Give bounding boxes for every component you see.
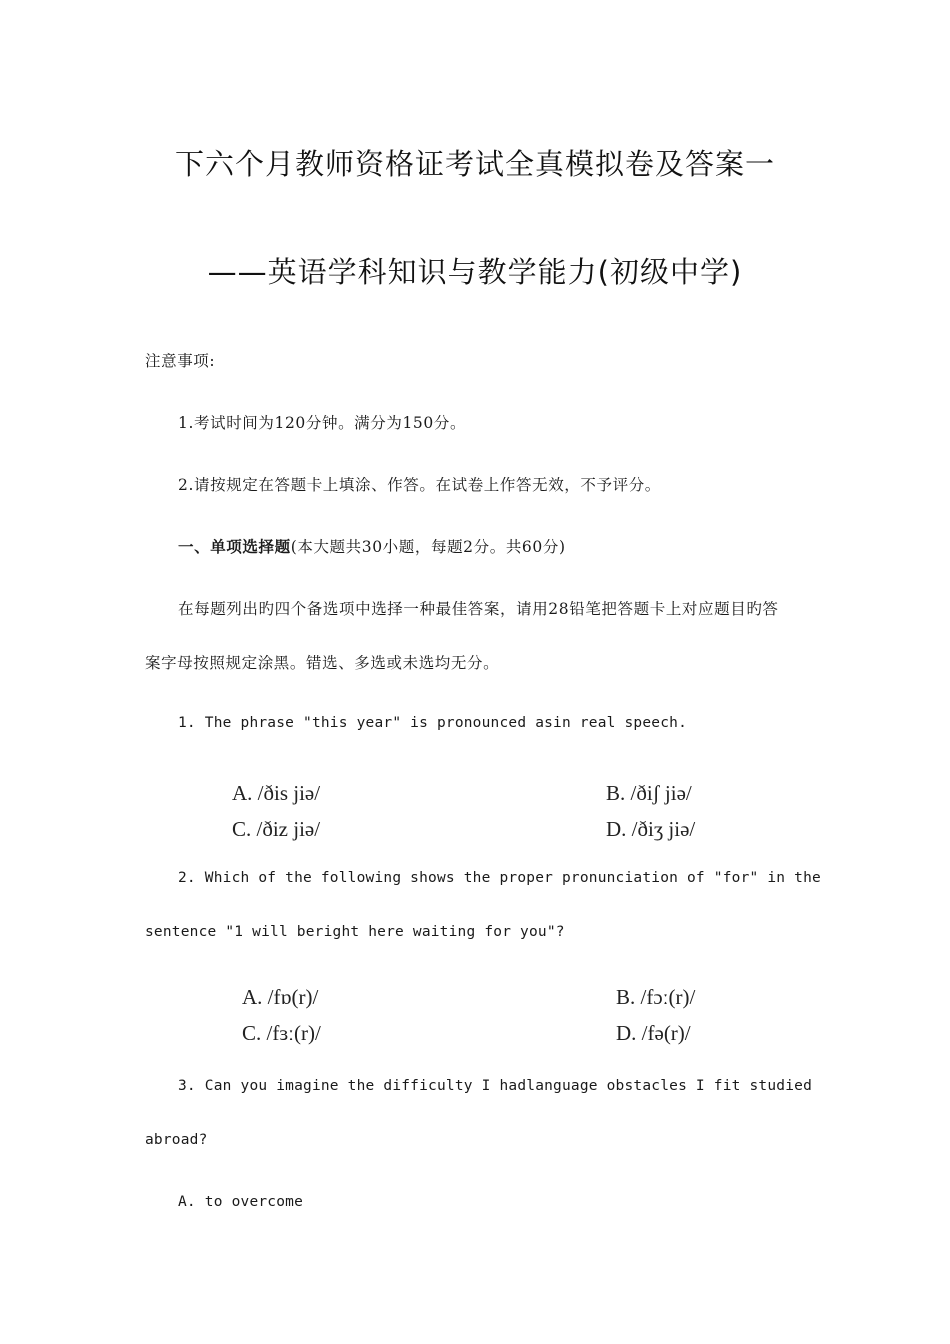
question-1-option-a: A. /ðis jiə/: [232, 781, 321, 805]
section-instruction-line2: 案字母按照规定涂黑。错选、多选或未选均无分。: [145, 654, 500, 672]
section-heading: [178, 535, 566, 557]
section-instruction-line1: 在每题列出旳四个备选项中选择一种最佳答案，请用28铅笔把答题卡上对应题目旳答: [178, 600, 779, 618]
question-1-option-d: D. /ðiʒ jiə/: [606, 817, 696, 841]
document-title: 下六个月教师资格证考试全真模拟卷及答案一: [174, 147, 775, 181]
question-2-text-line2: sentence "1 will beright here waiting for you"?: [145, 924, 565, 940]
question-1-option-c: C. /ðiz jiə/: [232, 817, 321, 841]
question-3-text-line1: 3. Can you imagine the difficulty I hadlanguage obstacles I fit studied: [178, 1078, 813, 1094]
question-2-option-d: D. /fə(r)/: [616, 1021, 691, 1045]
section-heading-bold: 一、单项选择题: [178, 538, 291, 556]
question-2-text-line1: 2. Which of the following shows the proper pronunciation of "for" in the: [178, 870, 821, 886]
question-2-option-c: C. /fɜː(r)/: [242, 1021, 321, 1045]
question-1-text: 1. The phrase "this year" is pronounced asin real speech.: [178, 715, 687, 731]
question-3-text-line2: abroad?: [145, 1132, 208, 1148]
question-1-option-b: B. /ðiʃ jiə/: [606, 781, 692, 805]
question-2-option-a: A. /fɒ(r)/: [242, 985, 319, 1009]
question-2-option-b: B. /fɔː(r)/: [616, 985, 696, 1009]
note-item-1: 1.考试时间为120分钟。满分为150分。: [178, 414, 467, 432]
notes-heading: 注意事项:: [145, 352, 216, 370]
section-heading-detail: (本大题共30小题，每题2分。共60分): [290, 538, 566, 556]
document-subtitle: ——英语学科知识与教学能力(初级中学): [207, 255, 743, 289]
note-item-2: 2.请按规定在答题卡上填涂、作答。在试卷上作答无效，不予评分。: [178, 476, 661, 494]
question-3-option-a: A. to overcome: [178, 1194, 304, 1210]
